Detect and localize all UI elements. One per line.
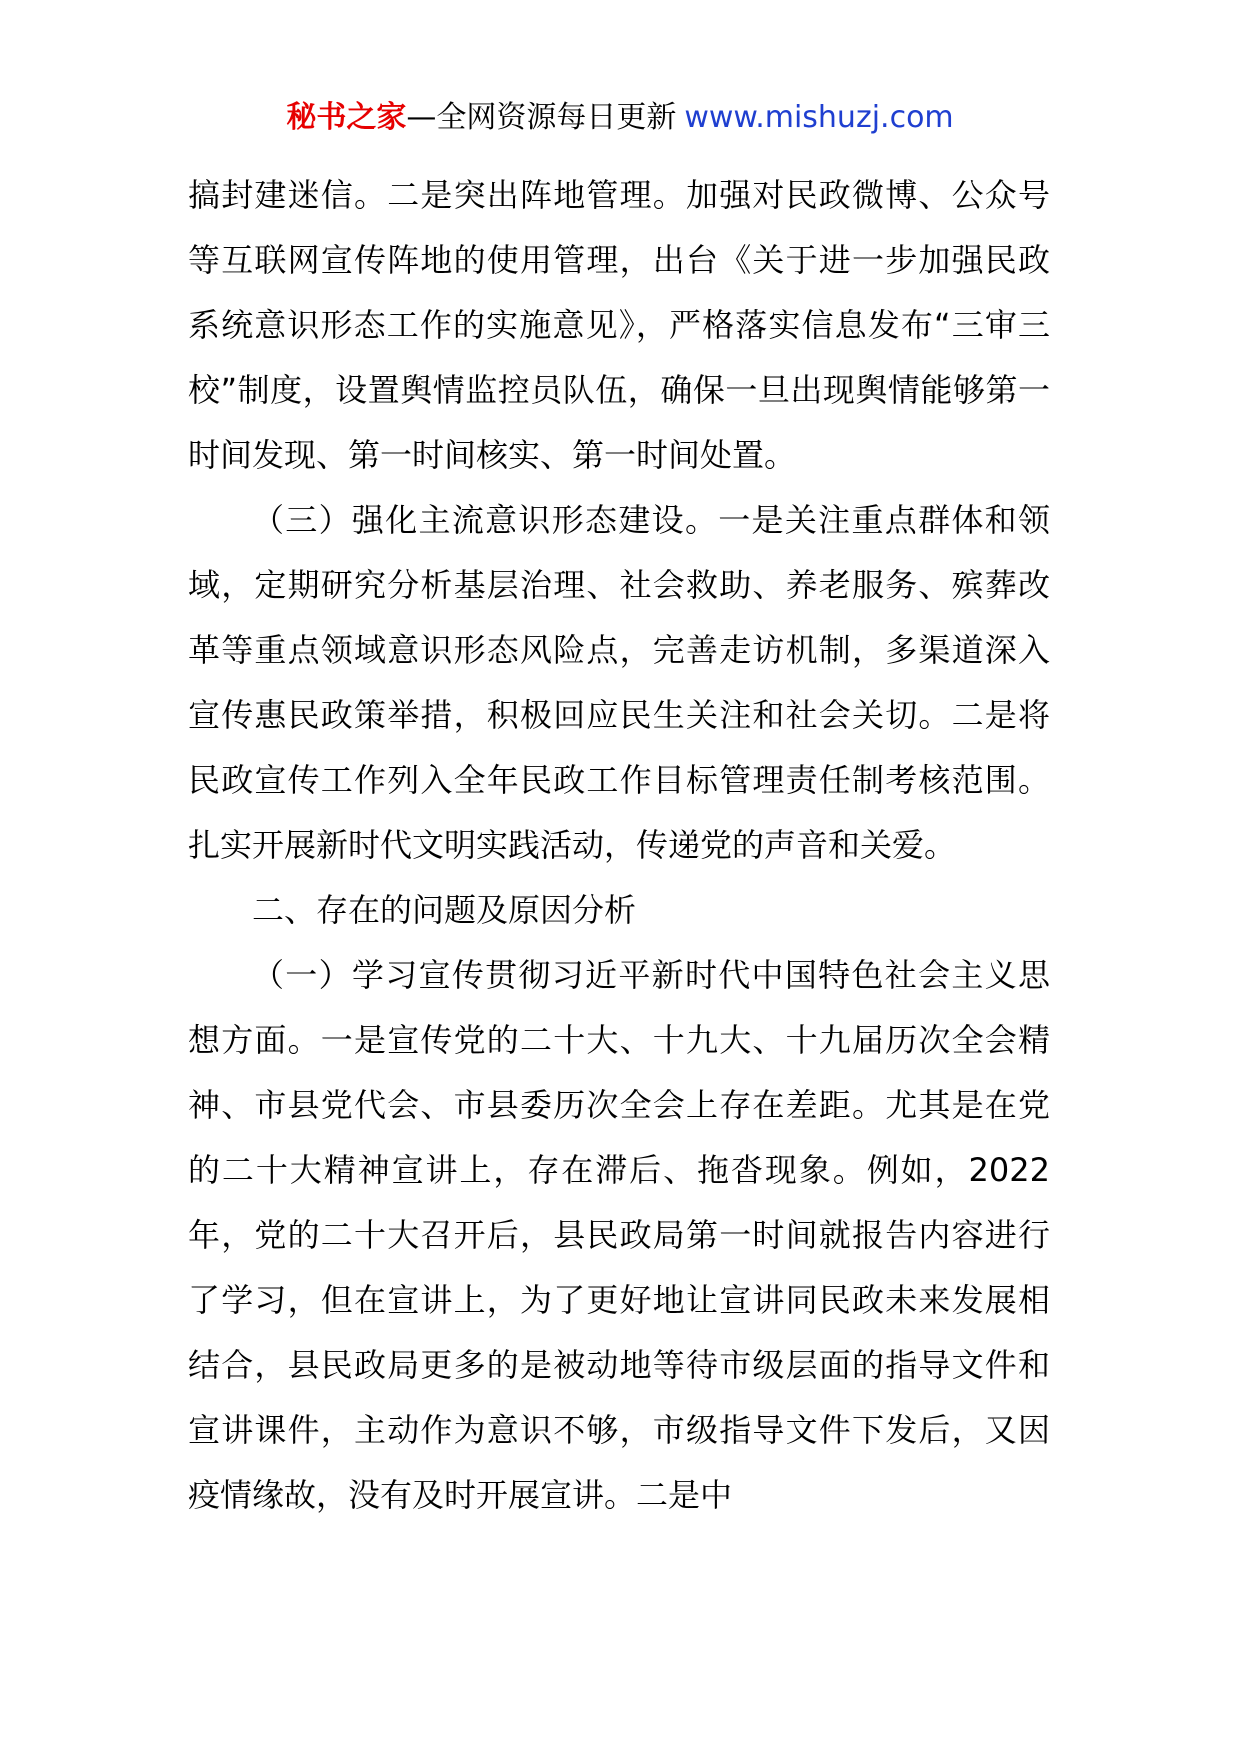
document-body (188, 163, 1050, 1528)
section-heading-problems: 二、存在的问题及原因分析 (252, 891, 637, 929)
brand-name: 秘书之家 (286, 100, 407, 135)
paragraph-problems-1: （一）学习宣传贯彻习近平新时代中国特色社会主义思想方面。一是宣传党的二十大、十九大、十九届历次全会精神、市县党代会、市县委历次全会上存在差距。尤其是在党的二十大精神宣讲上，存在滞后、拖沓现象。例如，2022年，党的二十大召开后，县民政局第一时间就报告内容进行了学习，但在宣讲上，为了更好地让宣讲同民政未来发展相结合，县民政局更多的是被动地等待市级层面的指导文件和宣讲课件，主动作为意识不够，市级指导文件下发后，又因疫情缘故，没有及时开展宣讲。二是中 (188, 956, 1050, 1514)
page-header (0, 98, 1240, 138)
site-url-link[interactable]: www.mishuzj.com (684, 100, 954, 135)
paragraph-section-3: （三）强化主流意识形态建设。一是关注重点群体和领域，定期研究分析基层治理、社会救助、养老服务、殡葬改革等重点领域意识形态风险点，完善走访机制，多渠道深入宣传惠民政策举措，积极回应民生关注和社会关切。二是将民政宣传工作列入全年民政工作目标管理责任制考核范围。扎实开展新时代文明实践活动，传递党的声音和关爱。 (188, 501, 1050, 864)
paragraph-continued: 搞封建迷信。二是突出阵地管理。加强对民政微博、公众号等互联网宣传阵地的使用管理，出台《关于进一步加强民政系统意识形态工作的实施意见》，严格落实信息发布“三审三校”制度，设置舆情监控员队伍，确保一旦出现舆情能够第一时间发现、第一时间核实、第一时间处置。 (188, 176, 1050, 474)
header-tagline: —全网资源每日更新 (406, 100, 677, 135)
